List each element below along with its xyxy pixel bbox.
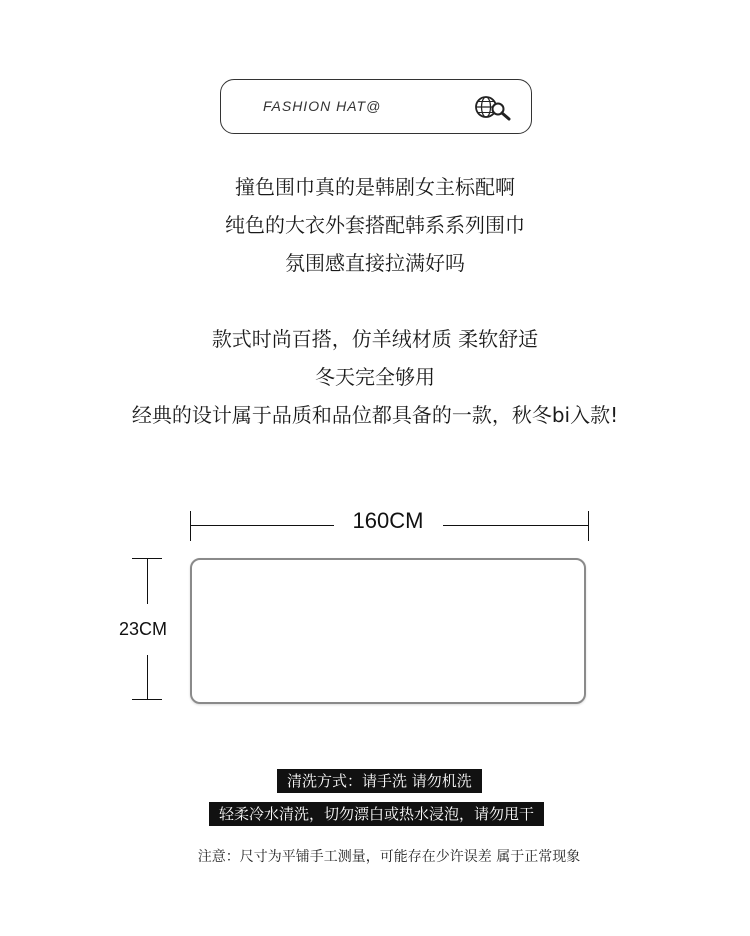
intro-paragraph-2 bbox=[0, 320, 750, 434]
intro-line: 撞色围巾真的是韩剧女主标配啊 bbox=[235, 175, 515, 199]
intro-line: 氛围感直接拉满好吗 bbox=[285, 251, 465, 275]
care-method-badge: 清洗方式：请手洗 请勿机洗 bbox=[277, 769, 482, 793]
intro-line: 纯色的大衣外套搭配韩系系列围巾 bbox=[225, 213, 525, 237]
height-dimension-line-bottom bbox=[147, 655, 148, 699]
width-dimension-line-right bbox=[443, 525, 588, 526]
width-dimension-tick-right bbox=[588, 511, 589, 541]
width-dimension-label: 160CM bbox=[352, 508, 424, 533]
care-instructions-badge: 轻柔冷水清洗，切勿漂白或热水浸泡，请勿甩干 bbox=[209, 802, 544, 826]
intro-line: 冬天完全够用 bbox=[315, 365, 435, 389]
width-dimension-tick-left bbox=[190, 511, 191, 541]
height-dimension-label: 23CM bbox=[118, 619, 167, 639]
globe-search-icon[interactable] bbox=[473, 94, 513, 122]
search-bar[interactable] bbox=[220, 79, 532, 134]
intro-line: 款式时尚百搭，仿羊绒材质 柔软舒适 bbox=[211, 327, 539, 351]
scarf-outline bbox=[190, 558, 586, 704]
height-dimension-tick-bottom bbox=[132, 699, 162, 700]
width-dimension-line-left bbox=[190, 525, 334, 526]
search-label: FASHION HAT@ bbox=[263, 98, 382, 114]
intro-line: 经典的设计属于品质和品位都具备的一款，秋冬bi入款! bbox=[131, 403, 619, 427]
height-dimension-line-top bbox=[147, 558, 148, 604]
intro-paragraph-1 bbox=[0, 168, 750, 282]
measurement-note: 注意：尺寸为平铺手工测量，可能存在少许误差 属于正常现象 bbox=[197, 849, 581, 865]
